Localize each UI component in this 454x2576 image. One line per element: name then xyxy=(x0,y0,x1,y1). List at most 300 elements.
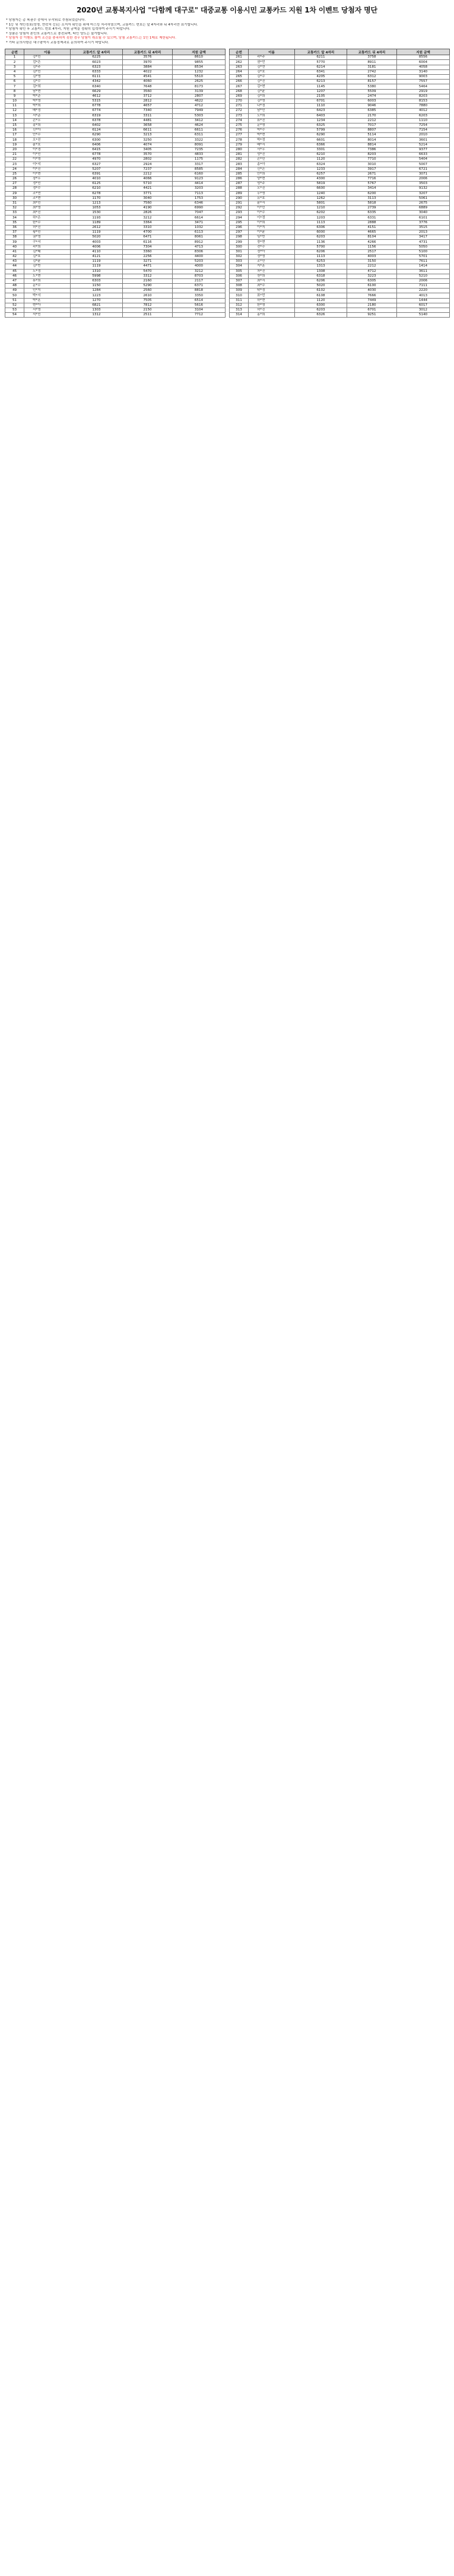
table-row xyxy=(5,118,226,123)
card-prefix: 6341 xyxy=(295,69,347,74)
support-amount: 5701 xyxy=(397,254,450,259)
table-row xyxy=(230,80,450,84)
support-amount: 8173 xyxy=(173,84,226,89)
table-row xyxy=(5,69,226,74)
winner-name: 김*수 xyxy=(249,75,295,80)
row-number: 11 xyxy=(5,104,24,109)
winner-name: 홍*희 xyxy=(249,313,295,318)
card-prefix: 1310 xyxy=(71,269,123,274)
winner-name: 송*희 xyxy=(24,123,71,128)
card-suffix: 4471 xyxy=(123,264,173,269)
card-prefix: 6300 xyxy=(295,303,347,308)
card-prefix: 1308 xyxy=(295,269,347,274)
row-number: 13 xyxy=(5,113,24,118)
row-number: 27 xyxy=(5,182,24,186)
card-prefix: 6108 xyxy=(295,293,347,298)
support-amount: 6113 xyxy=(173,230,226,235)
row-number: 40 xyxy=(5,245,24,249)
winner-name: 박*준 xyxy=(24,94,71,99)
table-row xyxy=(230,293,450,298)
winner-name: 허*진 xyxy=(249,308,295,313)
table-row xyxy=(230,138,450,142)
card-suffix: 6611 xyxy=(123,128,173,133)
support-amount: 8556 xyxy=(397,55,450,60)
card-suffix: 5290 xyxy=(123,284,173,289)
card-suffix: 3917 xyxy=(347,167,397,172)
support-amount: 2117 xyxy=(173,278,226,283)
support-amount: 1110 xyxy=(397,118,450,123)
support-amount: 3139 xyxy=(173,89,226,94)
support-amount: 3611 xyxy=(397,269,450,274)
card-prefix: 6415 xyxy=(71,147,123,152)
row-number: 308 xyxy=(230,284,249,289)
table-row xyxy=(230,69,450,74)
row-number: 15 xyxy=(5,123,24,128)
support-amount: 3471 xyxy=(173,220,226,225)
card-suffix: 4151 xyxy=(347,225,397,230)
table-row xyxy=(230,245,450,249)
winner-name: 안*희 xyxy=(249,172,295,176)
table-row xyxy=(230,75,450,80)
support-amount: 2919 xyxy=(397,89,450,94)
table-row xyxy=(230,230,450,235)
card-suffix: 2560 xyxy=(123,289,173,293)
notes xyxy=(6,18,449,45)
winner-table-right xyxy=(229,49,450,318)
card-suffix: 7648 xyxy=(123,84,173,89)
support-amount: 9132 xyxy=(397,186,450,191)
card-suffix: 3010 xyxy=(347,162,397,167)
support-amount: 3203 xyxy=(173,186,226,191)
support-amount: 3317 xyxy=(173,162,226,167)
note-line: * 기타 문의사항은 대구광역시 교통정책과로 문의하여 주시기 바랍니다. xyxy=(6,40,109,45)
row-number: 266 xyxy=(230,80,249,84)
table-row xyxy=(230,269,450,274)
support-amount: 3322 xyxy=(173,138,226,142)
card-suffix: 2812 xyxy=(123,99,173,103)
row-number: 263 xyxy=(230,65,249,69)
card-prefix: 1313 xyxy=(295,264,347,269)
support-amount: 5303 xyxy=(173,113,226,118)
support-amount: 3350 xyxy=(173,293,226,298)
winner-list xyxy=(5,49,449,318)
row-number: 312 xyxy=(230,303,249,308)
table-row xyxy=(5,104,226,109)
column-header: 순번 xyxy=(230,49,249,55)
table-row xyxy=(5,147,226,152)
table-row xyxy=(5,211,226,216)
winner-name: 전*수 xyxy=(249,245,295,249)
winner-name: 서*영 xyxy=(24,308,71,313)
row-number: 305 xyxy=(230,269,249,274)
table-row xyxy=(5,75,226,80)
table-row xyxy=(5,308,226,313)
card-suffix: 4421 xyxy=(123,186,173,191)
table-row xyxy=(5,172,226,176)
table-row xyxy=(5,157,226,162)
card-prefix: 6290 xyxy=(71,133,123,138)
table-row xyxy=(230,89,450,94)
card-suffix: 3758 xyxy=(347,55,397,60)
row-number: 2 xyxy=(5,60,24,65)
table-row xyxy=(230,118,450,123)
winner-name: 최*민 xyxy=(24,201,71,205)
support-amount: 4414 xyxy=(173,182,226,186)
support-amount: 1753 xyxy=(173,196,226,201)
winner-name: 김*연 xyxy=(249,65,295,69)
table-row xyxy=(5,133,226,138)
winner-name: 박*훈 xyxy=(24,298,71,303)
table-row xyxy=(230,99,450,103)
row-number: 295 xyxy=(230,220,249,225)
winner-name: 민*지 xyxy=(24,289,71,293)
winner-name: 양*현 xyxy=(249,176,295,181)
winner-name: 성*진 xyxy=(249,153,295,157)
table-row xyxy=(5,269,226,274)
card-prefix: 6778 xyxy=(71,104,123,109)
row-number: 294 xyxy=(230,216,249,220)
support-amount: 4058 xyxy=(397,65,450,69)
winner-name: 정*아 xyxy=(249,249,295,254)
row-number: 307 xyxy=(230,278,249,283)
row-number: 6 xyxy=(5,80,24,84)
winner-name: 이*희 xyxy=(249,220,295,225)
support-amount: 6514 xyxy=(173,298,226,303)
row-number: 289 xyxy=(230,191,249,196)
support-amount: 7047 xyxy=(173,211,226,216)
card-prefix: 3301 xyxy=(295,147,347,152)
table-row xyxy=(5,113,226,118)
column-header: 교통카드 앞 4자리 xyxy=(71,49,123,55)
card-suffix: 2888 xyxy=(347,220,397,225)
support-amount: 9003 xyxy=(397,75,450,80)
row-number: 35 xyxy=(5,220,24,225)
table-row xyxy=(230,128,450,133)
support-amount: 8610 xyxy=(173,55,226,60)
card-prefix: 1240 xyxy=(295,191,347,196)
card-suffix: 2610 xyxy=(123,293,173,298)
note-line: * 당첨자 확인 후 교통카드 번호 4자리, 지원 금액을 정확히 입력하여 주시기 바랍니다. xyxy=(6,27,131,31)
support-amount: 6721 xyxy=(397,167,450,172)
support-amount: 3412 xyxy=(173,118,226,123)
card-suffix: 4665 xyxy=(347,230,397,235)
card-prefix: 1210 xyxy=(295,206,347,211)
card-suffix: 6116 xyxy=(123,240,173,245)
table-row xyxy=(230,264,450,269)
card-prefix: 6325 xyxy=(295,123,347,128)
row-number: 279 xyxy=(230,142,249,147)
row-number: 25 xyxy=(5,172,24,176)
support-amount: 2807 xyxy=(173,94,226,99)
winner-name: 황*민 xyxy=(24,230,71,235)
row-number: 51 xyxy=(5,298,24,303)
row-number: 1 xyxy=(5,55,24,60)
table-row xyxy=(230,94,450,99)
card-prefix: 1170 xyxy=(71,196,123,201)
card-suffix: 4657 xyxy=(123,104,173,109)
table-row xyxy=(5,259,226,264)
card-prefix: 6774 xyxy=(71,109,123,113)
card-suffix: 5470 xyxy=(123,269,173,274)
card-suffix: 2180 xyxy=(347,303,397,308)
row-number: 31 xyxy=(5,201,24,205)
row-number: 38 xyxy=(5,235,24,240)
support-amount: 5214 xyxy=(397,142,450,147)
winner-name: 서*준 xyxy=(24,113,71,118)
card-prefix: 6402 xyxy=(71,123,123,128)
winner-name: 우*영 xyxy=(249,191,295,196)
card-suffix: 3570 xyxy=(123,153,173,157)
winner-name: 김*태 xyxy=(24,249,71,254)
card-prefix: 4612 xyxy=(71,94,123,99)
winner-name: 김*호 xyxy=(249,69,295,74)
card-suffix: 2802 xyxy=(123,157,173,162)
card-prefix: 6203 xyxy=(295,308,347,313)
row-number: 287 xyxy=(230,182,249,186)
card-prefix: 1145 xyxy=(295,84,347,89)
winner-name: 배*정 xyxy=(24,109,71,113)
support-amount: 5464 xyxy=(397,84,450,89)
card-suffix: 2256 xyxy=(123,254,173,259)
support-amount: 7557 xyxy=(397,80,450,84)
winner-name: 노*정 xyxy=(24,269,71,274)
support-amount: 5510 xyxy=(173,75,226,80)
winner-name: 윤*서 xyxy=(249,201,295,205)
support-amount: 4400 xyxy=(173,254,226,259)
winner-name: 정*민 xyxy=(24,182,71,186)
table-row xyxy=(230,201,450,205)
support-amount: 4012 xyxy=(397,109,450,113)
winner-name: 표*민 xyxy=(249,293,295,298)
support-amount: 4013 xyxy=(397,293,450,298)
winner-name: 손*민 xyxy=(249,157,295,162)
support-amount: 3104 xyxy=(173,308,226,313)
card-prefix: 4003 xyxy=(71,240,123,245)
row-number: 18 xyxy=(5,138,24,142)
winner-name: 권*영 xyxy=(24,235,71,240)
support-amount: 5007 xyxy=(397,162,450,167)
column-header: 이름 xyxy=(24,49,71,55)
card-suffix: 5710 xyxy=(123,182,173,186)
row-number: 292 xyxy=(230,206,249,211)
table-row xyxy=(230,172,450,176)
row-number: 16 xyxy=(5,128,24,133)
table-row xyxy=(5,240,226,245)
card-suffix: 3560 xyxy=(123,89,173,94)
support-amount: 2006 xyxy=(397,278,450,283)
card-suffix: 2511 xyxy=(123,313,173,318)
card-prefix: 6303 xyxy=(71,278,123,283)
row-number: 33 xyxy=(5,211,24,216)
card-prefix: 1189 xyxy=(71,220,123,225)
card-suffix: 4060 xyxy=(123,80,173,84)
winner-name: 김*호 xyxy=(24,254,71,259)
row-number: 36 xyxy=(5,225,24,230)
card-suffix: 4030 xyxy=(347,289,397,293)
support-amount: 1232 xyxy=(173,69,226,74)
winner-name: 이*정 xyxy=(249,216,295,220)
support-amount: 2625 xyxy=(173,80,226,84)
winner-name: 신*은 xyxy=(249,167,295,172)
winner-name: 이*지 xyxy=(249,225,295,230)
winner-name: 서*우 xyxy=(249,147,295,152)
row-number: 302 xyxy=(230,254,249,259)
support-amount: 2675 xyxy=(397,201,450,205)
card-suffix: 6335 xyxy=(347,211,397,216)
card-suffix: 3364 xyxy=(123,220,173,225)
support-amount: 6990 xyxy=(173,206,226,211)
card-suffix: 5818 xyxy=(347,201,397,205)
card-prefix: 1223 xyxy=(71,293,123,298)
table-row xyxy=(5,284,226,289)
column-header: 순번 xyxy=(5,49,24,55)
table-row xyxy=(230,157,450,162)
table-row xyxy=(5,206,226,211)
row-number: 3 xyxy=(5,65,24,69)
table-row xyxy=(5,186,226,191)
support-amount: 8091 xyxy=(173,142,226,147)
card-suffix: 3658 xyxy=(123,123,173,128)
support-amount: 3515 xyxy=(397,225,450,230)
table-row xyxy=(5,220,226,225)
row-number: 286 xyxy=(230,176,249,181)
card-prefix: 5799 xyxy=(295,128,347,133)
row-number: 52 xyxy=(5,303,24,308)
row-number: 53 xyxy=(5,308,24,313)
support-amount: 5140 xyxy=(397,313,450,318)
support-amount: 6017 xyxy=(397,303,450,308)
support-amount: 2013 xyxy=(397,230,450,235)
winner-name: 손*우 xyxy=(24,118,71,123)
winner-name: 최*영 xyxy=(24,206,71,211)
winner-name: 이*윤 xyxy=(249,230,295,235)
row-number: 19 xyxy=(5,142,24,147)
winner-name: 탁*정 xyxy=(249,289,295,293)
page-title: 2020년 교통복지사업 "다함께 대구로" 대중교통 이용시민 교통카드 지원 1차 이벤트 당첨자 명단 xyxy=(77,6,377,14)
card-suffix: 8014 xyxy=(347,138,397,142)
support-amount: 5050 xyxy=(397,245,450,249)
support-amount: 3071 xyxy=(397,172,450,176)
card-suffix: 2474 xyxy=(347,94,397,99)
card-prefix: 6111 xyxy=(71,75,123,80)
card-prefix: 5020 xyxy=(71,235,123,240)
row-number: 8 xyxy=(5,89,24,94)
row-number: 272 xyxy=(230,109,249,113)
card-suffix: 7710 xyxy=(347,157,397,162)
card-suffix: 4074 xyxy=(123,142,173,147)
card-prefix: 1233 xyxy=(295,167,347,172)
table-row xyxy=(5,249,226,254)
row-number: 309 xyxy=(230,289,249,293)
card-prefix: 5801 xyxy=(295,201,347,205)
card-prefix: 5819 xyxy=(295,182,347,186)
table-row xyxy=(230,182,450,186)
winner-name: 유*호 xyxy=(249,196,295,201)
row-number: 28 xyxy=(5,186,24,191)
table-row xyxy=(5,289,226,293)
card-suffix: 7017 xyxy=(347,123,397,128)
row-number: 301 xyxy=(230,249,249,254)
support-amount: 6611 xyxy=(173,128,226,133)
card-suffix: 1156 xyxy=(347,245,397,249)
card-prefix: 6210 xyxy=(71,186,123,191)
support-amount: 6371 xyxy=(173,284,226,289)
card-suffix: 7505 xyxy=(123,298,173,303)
table-row xyxy=(5,303,226,308)
card-suffix: 3113 xyxy=(347,196,397,201)
support-amount: 8703 xyxy=(173,274,226,278)
card-prefix: 2612 xyxy=(71,225,123,230)
support-amount: 3503 xyxy=(397,182,450,186)
table-row xyxy=(5,245,226,249)
card-suffix: 3970 xyxy=(123,60,173,65)
winner-name: 한*영 xyxy=(249,303,295,308)
card-suffix: 6312 xyxy=(347,75,397,80)
table-row xyxy=(5,278,226,283)
table-row xyxy=(5,89,226,94)
support-amount: 4000 xyxy=(173,264,226,269)
row-number: 12 xyxy=(5,109,24,113)
card-suffix: 4712 xyxy=(347,269,397,274)
card-suffix: 7449 xyxy=(347,298,397,303)
winner-name: 하*은 xyxy=(24,216,71,220)
card-prefix: 6253 xyxy=(295,259,347,264)
row-number: 300 xyxy=(230,245,249,249)
card-prefix: 6202 xyxy=(295,211,347,216)
row-number: 303 xyxy=(230,259,249,264)
row-number: 269 xyxy=(230,94,249,99)
support-amount: 8818 xyxy=(173,289,226,293)
card-suffix: 3712 xyxy=(123,94,173,99)
card-prefix: 6300 xyxy=(71,138,123,142)
table-row xyxy=(5,191,226,196)
card-prefix: 1113 xyxy=(295,254,347,259)
card-suffix: 4066 xyxy=(123,176,173,181)
table-row xyxy=(230,308,450,313)
table-row xyxy=(5,274,226,278)
card-suffix: 8104 xyxy=(347,235,397,240)
support-amount: 1032 xyxy=(173,225,226,230)
card-prefix: 6214 xyxy=(295,65,347,69)
support-amount: 7254 xyxy=(397,123,450,128)
card-suffix: 5114 xyxy=(347,133,397,138)
row-number: 274 xyxy=(230,118,249,123)
card-prefix: 5998 xyxy=(71,274,123,278)
support-amount: 3601 xyxy=(397,138,450,142)
card-suffix: 3310 xyxy=(123,225,173,230)
winner-name: 김*희 xyxy=(24,84,71,89)
support-amount: 4731 xyxy=(397,240,450,245)
table-row xyxy=(5,65,226,69)
card-prefix: 1113 xyxy=(295,220,347,225)
winner-name: 오*진 xyxy=(249,186,295,191)
card-prefix: 6000 xyxy=(295,230,347,235)
table-row xyxy=(5,235,226,240)
support-amount: 4622 xyxy=(173,99,226,103)
support-amount: 4713 xyxy=(173,245,226,249)
support-amount: 7154 xyxy=(397,128,450,133)
column-header: 지원 금액 xyxy=(397,49,450,55)
card-prefix: 6324 xyxy=(295,162,347,167)
card-prefix: 6206 xyxy=(295,249,347,254)
support-amount: 7235 xyxy=(173,147,226,152)
winner-name: 신*아 xyxy=(24,128,71,133)
card-prefix: 1303 xyxy=(71,308,123,313)
card-suffix: 6100 xyxy=(347,284,397,289)
support-amount: 5404 xyxy=(397,157,450,162)
card-prefix: 6406 xyxy=(71,142,123,147)
table-row xyxy=(230,206,450,211)
